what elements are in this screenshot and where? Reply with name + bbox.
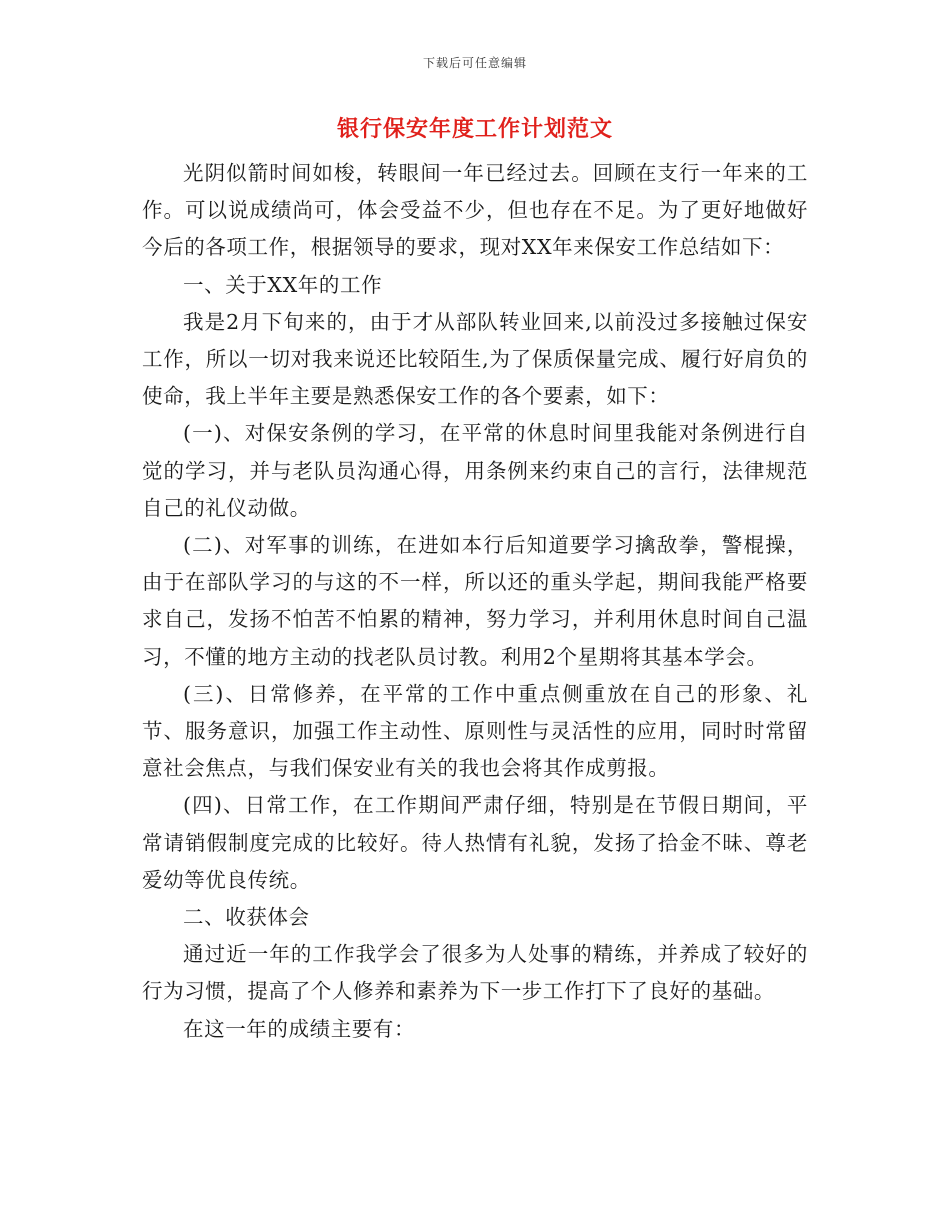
header-note: 下载后可任意编辑 <box>422 56 527 70</box>
document-title: 银行保安年度工作计划范文 <box>336 116 613 142</box>
section-heading-1: 一、关于XX年的工作 <box>183 272 383 297</box>
paragraph: 在这一年的成绩主要有： <box>183 1016 416 1041</box>
paragraph: 通过近一年的工作我学会了很多为人处事的精练，并养成了较好的行为习惯，提高了个人修养和素养为下一步工作打下了良好的基础。 <box>142 942 808 1004</box>
paragraph-item-2: (二)、对军事的训练，在进如本行后知道要学习擒敌拳，警棍操，由于在部队学习的与这的不一样，所以还的重头学起，期间我能严格要求自己，发扬不怕苦不怕累的精神，努力学习，并利用休息时间自己温习，不懂的地方主动的找老队员讨教。利用2个星期将其基本学会。 <box>142 533 808 669</box>
paragraph-intro: 光阴似箭时间如梭，转眼间一年已经过去。回顾在支行一年来的工作。可以说成绩尚可，体会受益不少，但也存在不足。为了更好地做好今后的各项工作，根据领导的要求，现对XX年来保安工作总结如下： <box>142 161 808 260</box>
section-heading-2: 二、收获体会 <box>183 905 310 930</box>
paragraph-item-3: (三)、日常修养，在平常的工作中重点侧重放在自己的形象、礼节、服务意识，加强工作主动性、原则性与灵活性的应用，同时时常留意社会焦点，与我们保安业有关的我也会将其作成剪报。 <box>142 681 808 781</box>
paragraph: 我是2月下旬来的，由于才从部队转业回来,以前没过多接触过保安工作，所以一切对我来说还比较陌生,为了保质保量完成、履行好肩负的使命，我上半年主要是熟悉保安工作的各个要素，如下： <box>142 309 808 409</box>
paragraph-item-1: (一)、对保安条例的学习，在平常的休息时间里我能对条例进行自觉的学习，并与老队员沟通心得，用条例来约束自己的言行，法律规范自己的礼仪动做。 <box>142 421 808 520</box>
paragraph-item-4: (四)、日常工作，在工作期间严肃仔细，特别是在节假日期间，平常请销假制度完成的比较好。待人热情有礼貌，发扬了拾金不昧、尊老爱幼等优良传统。 <box>142 793 808 892</box>
document-body <box>142 155 808 1048</box>
